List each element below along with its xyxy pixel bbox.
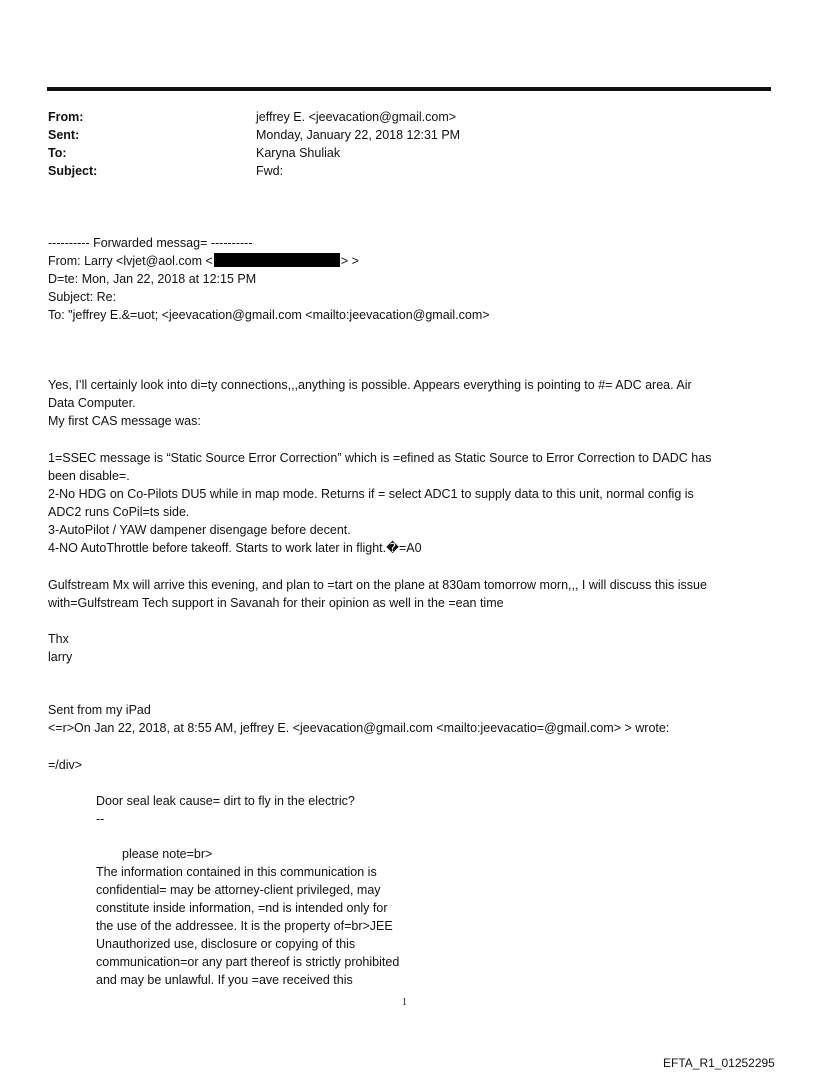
sent-value: Monday, January 22, 2018 12:31 PM xyxy=(256,128,461,142)
forwarded-from-suffix: > > xyxy=(340,254,359,268)
quoted-line1: Door seal leak cause= dirt to fly in the electric? xyxy=(96,794,355,808)
quoted-disclaimer-7: and may be unlawful. If you =ave received this xyxy=(96,973,353,987)
quoted-disclaimer-5: Unauthorized use, disclosure or copying of this xyxy=(96,937,356,951)
from-value: jeffrey E. <jeevacation@gmail.com> xyxy=(256,110,457,124)
body-p1-line2: Data Computer. xyxy=(48,396,136,410)
subject-value: Fwd: xyxy=(256,164,284,178)
body-sent-from: Sent from my iPad xyxy=(48,703,151,717)
from-label: From: xyxy=(48,110,84,124)
quoted-disclaimer-4: the use of the addressee. It is the property of=br>JEE xyxy=(96,919,393,933)
body-item1-line2: been disable=. xyxy=(48,469,130,483)
quoted-disclaimer-6: communication=or any part thereof is strictly prohibited xyxy=(96,955,400,969)
header-rule xyxy=(47,87,771,91)
subject-label: Subject: xyxy=(48,164,98,178)
forwarded-to: To: "jeffrey E.&=uot; <jeevacation@gmail.com <mailto:jeevacation@gmail.com> xyxy=(48,308,490,322)
forwarded-from xyxy=(48,252,359,270)
document-id: EFTA_R1_01252295 xyxy=(663,1056,775,1070)
quoted-note: please note=br> xyxy=(122,847,213,861)
body-thx: Thx xyxy=(48,632,69,646)
sent-label: Sent: xyxy=(48,128,80,142)
body-signature: larry xyxy=(48,650,73,664)
body-p2-line1: Gulfstream Mx will arrive this evening, and plan to =tart on the plane at 830am tomorrow morn,,, I will discuss this issue xyxy=(48,578,707,592)
page-number: 1 xyxy=(402,997,407,1008)
forwarded-date: D=te: Mon, Jan 22, 2018 at 12:15 PM xyxy=(48,272,257,286)
forwarded-banner: ---------- Forwarded messag= ---------- xyxy=(48,236,253,250)
quoted-disclaimer-1: The information contained in this communication is xyxy=(96,865,377,879)
body-p2-line2: with=Gulfstream Tech support in Savanah for their opinion as well in the =ean time xyxy=(48,596,504,610)
redaction-block xyxy=(214,253,340,267)
to-value: Karyna Shuliak xyxy=(256,146,341,160)
body-item3: 3-AutoPilot / YAW dampener disengage before decent. xyxy=(48,523,351,537)
body-p1-line1: Yes, I’ll certainly look into di=ty connections,,,anything is possible. Appears everything is pointing to #= ADC area. Air xyxy=(48,378,692,392)
forwarded-from-prefix: From: Larry <lvjet@aol.com < xyxy=(48,254,213,268)
forwarded-subject: Subject: Re: xyxy=(48,290,117,304)
body-item1-line1: 1=SSEC message is “Static Source Error Correction” which is =efined as Static Source to Error Correction to DADC has xyxy=(48,451,712,465)
body-div-close: =/div> xyxy=(48,758,83,772)
quoted-line2: -- xyxy=(96,812,105,826)
body-item2-line1: 2-No HDG on Co-Pilots DU5 while in map mode. Returns if = select ADC1 to supply data to this unit, normal config is xyxy=(48,487,694,501)
to-label: To: xyxy=(48,146,67,160)
body-quote-intro: <=r>On Jan 22, 2018, at 8:55 AM, jeffrey E. <jeevacation@gmail.com <mailto:jeevacatio=@gmail.com> > wrote: xyxy=(48,721,670,735)
body-item4: 4-NO AutoThrottle before takeoff. Starts to work later in flight.�=A0 xyxy=(48,541,422,555)
quoted-disclaimer-2: confidential= may be attorney-client privileged, may xyxy=(96,883,381,897)
body-item2-line2: ADC2 runs CoPil=ts side. xyxy=(48,505,190,519)
body-p1-line3: My first CAS message was: xyxy=(48,414,201,428)
quoted-disclaimer-3: constitute inside information, =nd is intended only for xyxy=(96,901,388,915)
